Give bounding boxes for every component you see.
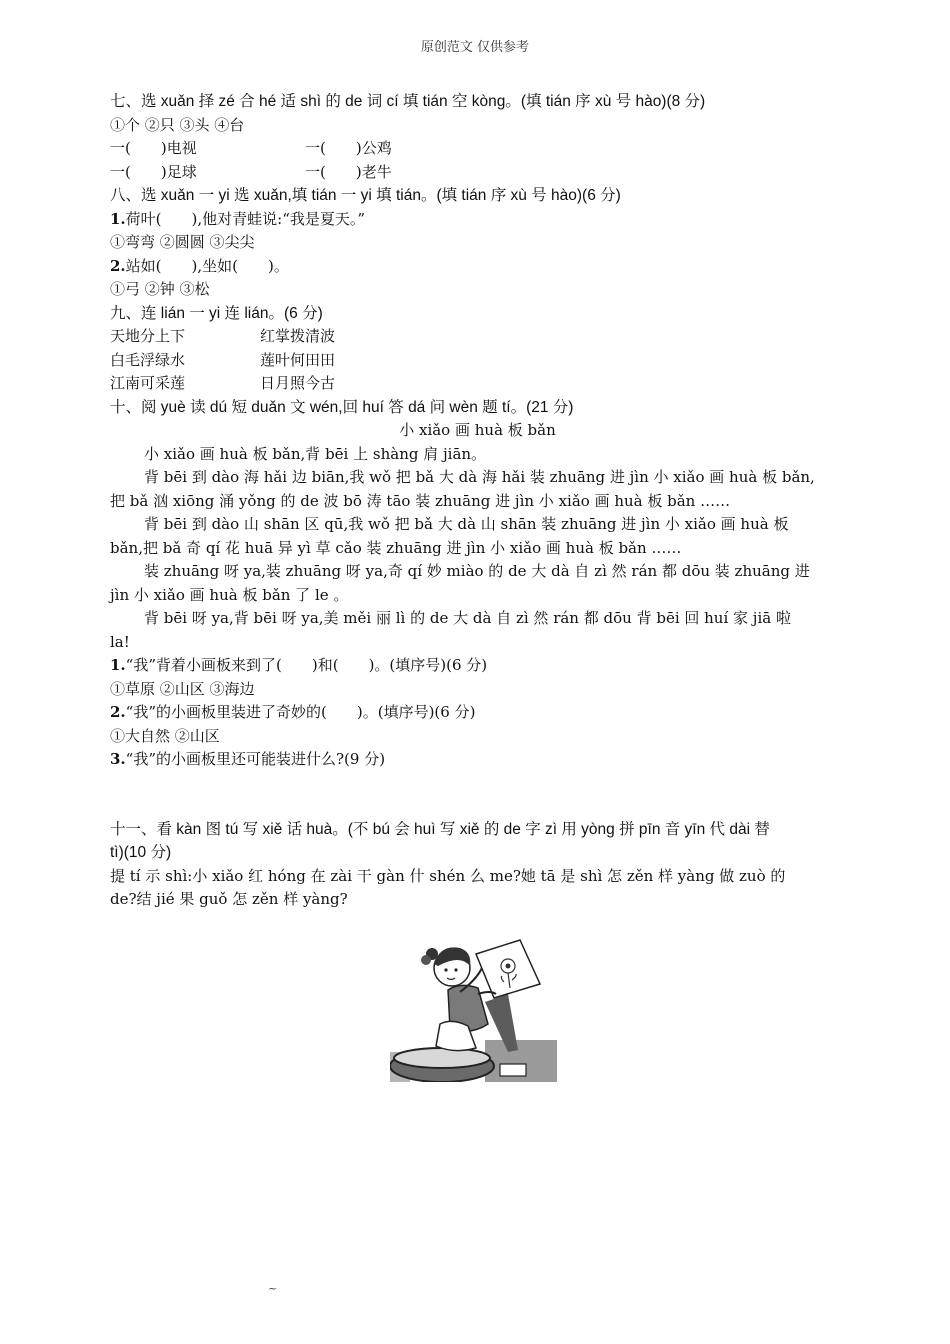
story-paragraph: 背 bēi 呀 ya,背 bēi 呀 ya,美 měi 丽 lì 的 de 大 dà 自 zì 然 rán 都 dōu 背 bēi 回 huí 家 jiā 啦 xyxy=(144,609,791,627)
story-paragraph-cont: bǎn,把 bǎ 奇 qí 花 huā 异 yì 草 cǎo 装 zhuāng 进 jìn 小 xiǎo 画 huà 板 bǎn …… xyxy=(110,538,682,557)
question xyxy=(110,748,845,772)
question-text: “我”的小画板里还可能装进什么?(9 分) xyxy=(125,750,386,768)
story-paragraph: 背 bēi 到 dào 海 hǎi 边 biān,我 wǒ 把 bǎ 大 dà 海 hǎi 装 zhuāng 进 jìn 小 xiǎo 画 huà 板 bǎn, xyxy=(144,468,815,486)
worksheet xyxy=(110,90,845,912)
question-number: 2. xyxy=(110,703,126,721)
illustration-girl-washing-painting xyxy=(390,932,558,1082)
blank-item: 一( )足球 xyxy=(110,162,197,181)
story-paragraph: 装 zhuāng 呀 ya,装 zhuāng 呀 ya,奇 qí 妙 miào 的 de 大 dà 自 zì 然 rán 都 dōu 装 zhuāng 进 xyxy=(144,562,810,580)
blank-item: 一( )公鸡 xyxy=(305,139,392,157)
question-options: ①弓 ②钟 ③松 xyxy=(110,280,210,298)
question xyxy=(110,208,845,232)
question xyxy=(110,654,845,678)
match-right: 红掌拨清波 xyxy=(260,327,336,345)
question-text: “我”背着小画板来到了( )和( )。(填序号)(6 分) xyxy=(125,656,488,674)
story-paragraph: 小 xiǎo 画 huà 板 bǎn,背 bēi 上 shàng 肩 jiān。 xyxy=(144,444,487,463)
question xyxy=(110,701,845,725)
question-text: “我”的小画板里装进了奇妙的( )。(填序号)(6 分) xyxy=(125,703,476,721)
question-number: 2. xyxy=(110,256,126,275)
question-number: 1. xyxy=(110,656,126,674)
story-paragraph: 背 bēi 到 dào 山 shān 区 qū,我 wǒ 把 bǎ 大 dà 山 shān 装 zhuāng 进 jìn 小 xiǎo 画 huà 板 xyxy=(144,515,789,533)
blank-item: 一( )老牛 xyxy=(305,162,392,181)
page-header: 原创范文 仅供参考 xyxy=(420,40,530,55)
story-paragraph-cont: 把 bǎ 汹 xiōng 涌 yǒng 的 de 波 bō 涛 tāo 装 zhuāng 进 jìn 小 xiǎo 画 huà 板 bǎn …… xyxy=(110,491,731,510)
answer-space xyxy=(110,772,845,818)
question-options: ①弯弯 ②圆圆 ③尖尖 xyxy=(110,233,255,251)
match-row xyxy=(110,325,845,349)
story-title: 小 xiǎo 画 huà 板 bǎn xyxy=(399,421,556,439)
match-left: 白毛浮绿水 xyxy=(110,350,186,369)
page-footer-mark: ~ xyxy=(268,1282,278,1295)
section-10-title: 十、阅 yuè 读 dú 短 duǎn 文 wén,回 huí 答 dá 问 wèn 题 tí。(21 分) xyxy=(110,398,574,416)
question-number: 3. xyxy=(110,750,126,768)
match-left: 江南可采莲 xyxy=(110,374,186,392)
question-options: ①大自然 ②山区 xyxy=(110,726,220,745)
match-left: 天地分上下 xyxy=(110,327,186,345)
hint-text: 提 tí 示 shì:小 xiǎo 红 hóng 在 zài 干 gàn 什 shén 么 me?她 tā 是 shì 怎 zěn 样 yàng 做 zuò 的 xyxy=(110,866,786,885)
question-text: 站如( ),坐如( )。 xyxy=(125,256,289,275)
section-7-options: ①个 ②只 ③头 ④台 xyxy=(110,115,245,134)
question-number: 1. xyxy=(110,209,126,228)
story-paragraph-cont: la! xyxy=(110,632,130,651)
section-7-title: 七、选 xuǎn 择 zé 合 hé 适 shì 的 de 词 cí 填 tián 空 kòng。(填 tián 序 xù 号 hào)(8 分) xyxy=(110,93,706,110)
section-8-title: 八、选 xuǎn 一 yi 选 xuǎn,填 tián 一 yi 填 tián。(填 tián 序 xù 号 hào)(6 分) xyxy=(110,187,621,204)
match-row xyxy=(110,349,845,373)
section-11-title-cont: tì)(10 分) xyxy=(110,844,172,861)
section-7-row xyxy=(110,137,845,161)
question xyxy=(110,255,845,279)
match-row xyxy=(110,372,845,396)
question-options: ①草原 ②山区 ③海边 xyxy=(110,679,255,698)
blank-item: 一( )电视 xyxy=(110,139,197,157)
question-text: 荷叶( ),他对青蛙说:“我是夏天。” xyxy=(125,209,366,228)
story-paragraph-cont: jìn 小 xiǎo 画 huà 板 bǎn 了 le 。 xyxy=(110,585,349,604)
section-11-title: 十一、看 kàn 图 tú 写 xiě 话 huà。(不 bú 会 huì 写 xiě 的 de 字 zì 用 yòng 拼 pīn 音 yīn 代 dài 替 xyxy=(110,820,770,838)
section-7-row xyxy=(110,161,845,185)
match-right: 日月照今古 xyxy=(260,374,336,392)
section-9-title: 九、连 lián 一 yi 连 lián。(6 分) xyxy=(110,304,323,322)
hint-text-cont: de?结 jié 果 guǒ 怎 zěn 样 yàng? xyxy=(110,890,348,908)
match-right: 莲叶何田田 xyxy=(260,350,336,369)
